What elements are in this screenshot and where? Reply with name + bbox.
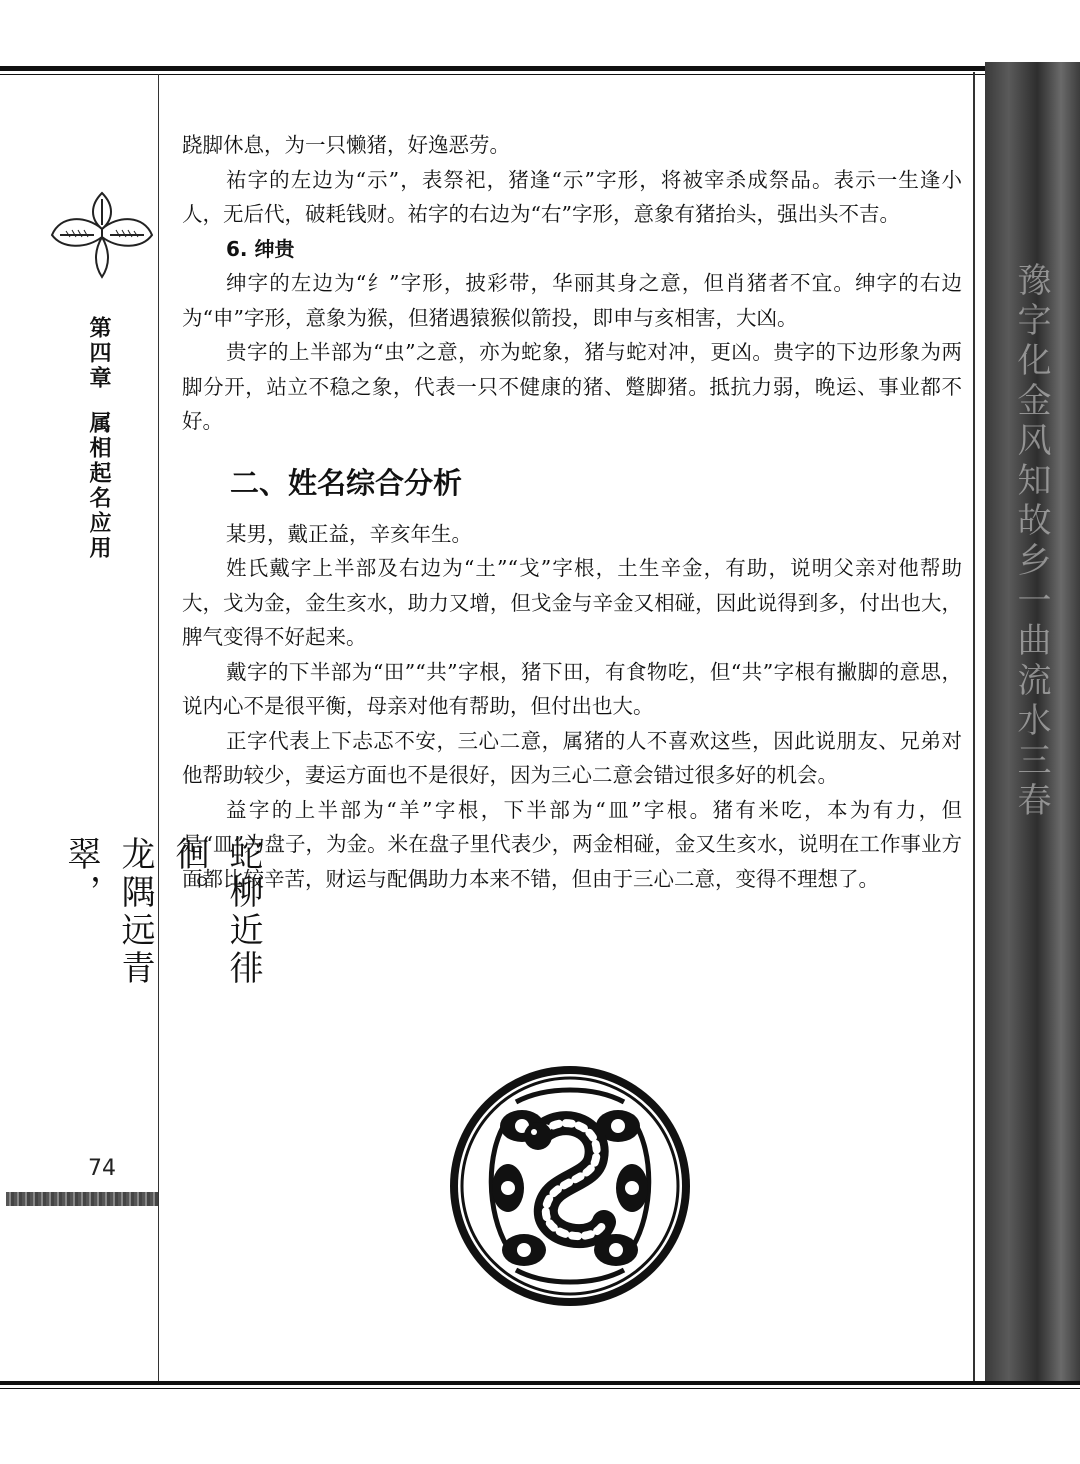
- paragraph: 某男，戴正益，辛亥年生。: [226, 521, 472, 546]
- top-rule: [0, 66, 985, 71]
- chapter-title: 属相起名应用: [86, 411, 111, 561]
- poem-line-2: 龙隅远青翠，: [61, 836, 155, 988]
- subheading: 6. 绅贵: [226, 236, 295, 261]
- main-text: [182, 128, 962, 896]
- paragraph: 戴字的下半部为“田”“共”字根，猪下田，有食物吃，但“共”字根有撇脚的意思，说内心不是很平衡，母亲对他有帮助，但付出也大。: [182, 659, 962, 718]
- page-number-bar: [6, 1192, 158, 1206]
- top-rule-thin: [0, 74, 985, 75]
- right-divider: [973, 72, 975, 1382]
- calligraphy-strip: [985, 62, 1080, 1384]
- section-title: 二、姓名综合分析: [230, 465, 463, 500]
- chapter-number: 第四章: [86, 316, 111, 391]
- snake-papercut-emblem: [446, 1062, 694, 1310]
- margin-divider: [158, 74, 159, 1382]
- bottom-rule: [0, 1381, 1080, 1385]
- paragraph: 姓氏戴字上半部及右边为“土”“戈”字根，土生辛金，有助，说明父亲对他帮助大，戈为金，金生亥水，助力又增，但戈金与辛金又相碰，因此说得到多，付出也大，脾气变得不好起来。: [182, 556, 962, 649]
- chapter-label: [84, 316, 114, 561]
- leaf-ornament-icon: [46, 185, 158, 285]
- poem-line-1: 蛇柳近徘徊。: [169, 836, 263, 988]
- paragraph: 正字代表上下忐忑不安，三心二意，属猪的人不喜欢这些，因此说朋友、兄弟对他帮助较少，妻运方面也不是很好，因为三心二意会错过很多好的机会。: [182, 728, 962, 787]
- paragraph: 绅字的左边为“纟”字形，披彩带，华丽其身之意，但肖猪者不宜。绅字的右边为“申”字形，意象为猴，但猪遇猿猴似箭投，即申与亥相害，大凶。: [182, 271, 962, 330]
- bottom-rule-thin: [0, 1388, 1080, 1389]
- paragraph: 益字的上半部为“羊”字根，下半部为“皿”字根。猪有米吃，本为有力，但是“皿”为盘子，为金。米在盘子里代表少，两金相碰，金又生亥水，说明在工作事业方面都比较辛苦，财运与配偶助力本来不错，但由于三心二意，变得不理想了。: [182, 797, 962, 891]
- calligraphy-texture: 豫字化金风知故乡一曲流水三春: [1011, 262, 1051, 822]
- paragraph: 贵字的上半部为“虫”之意，亦为蛇象，猪与蛇对冲，更凶。贵字的下边形象为两脚分开，站立不稳之象，代表一只不健康的猪、蹩脚猪。抵抗力弱，晚运、事业都不好。: [182, 340, 962, 433]
- paragraph: 跷脚休息，为一只懒猪，好逸恶劳。: [182, 133, 510, 157]
- page-number: 74: [88, 1156, 116, 1181]
- paragraph: 祐字的左边为“示”，表祭祀，猪逢“示”字形，将被宰杀成祭品。表示一生逢小人，无后代，破耗钱财。祐字的右边为“右”字形，意象有猪抬头，强出头不吉。: [182, 167, 962, 226]
